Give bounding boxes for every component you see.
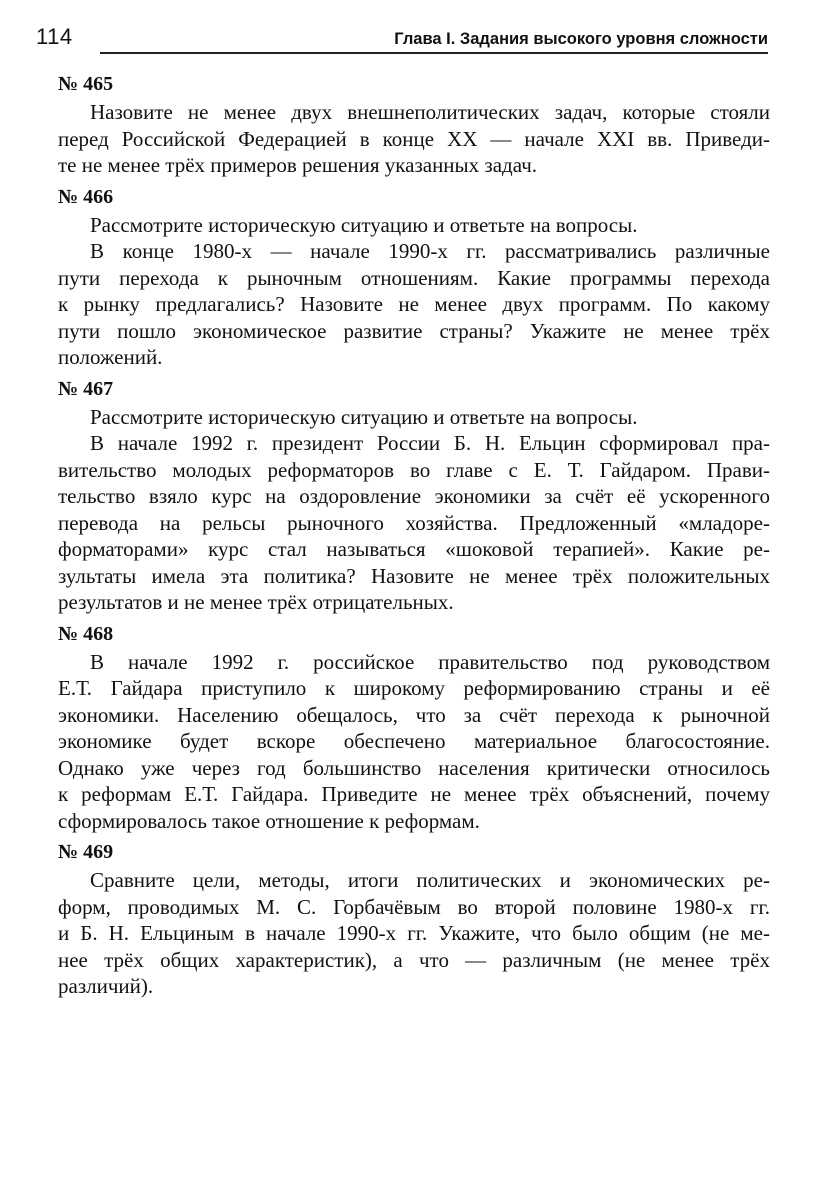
- text-line: В начале 1992 г. российское правительство под руководством: [90, 649, 770, 674]
- text-line: зультаты имела эта политика? Назовите не менее трёх положительных: [58, 563, 770, 588]
- task-paragraph: [58, 867, 770, 1000]
- task-number: № 465: [58, 73, 114, 95]
- text-line: В начале 1992 г. президент России Б. Н. Ельцин сформировал пра-: [90, 431, 770, 455]
- task-instruction: [58, 404, 770, 431]
- page-number: 114: [36, 24, 73, 49]
- page-content: [58, 70, 770, 1000]
- task-paragraph: [58, 99, 770, 179]
- text-line: к реформам Е.Т. Гайдара. Приведите не менее трёх объяснений, почему: [58, 782, 770, 806]
- text-line: вительство молодых реформаторов во главе с Е. Т. Гайдаром. Прави-: [58, 457, 770, 482]
- text-line: экономике будет вскоре обеспечено материальное благосостояние.: [58, 729, 770, 753]
- text-line: Назовите не менее двух внешнеполитических задач, которые стояли: [90, 100, 770, 124]
- task-466: [58, 183, 770, 371]
- text-line: Рассмотрите историческую ситуацию и ответьте на вопросы.: [90, 404, 638, 429]
- text-line: и Б. Н. Ельциным в начале 1990-х гг. Укажите, что было общим (не ме-: [58, 921, 770, 945]
- task-number: № 469: [58, 841, 114, 863]
- task-paragraph: [58, 430, 770, 616]
- text-line: сформировалось такое отношение к реформам.: [58, 808, 480, 833]
- text-line: пути пошло экономическое развитие страны? Укажите не менее трёх: [58, 318, 770, 343]
- task-paragraph: [58, 238, 770, 371]
- text-line: нее трёх общих характеристик), а что — различным (не менее трёх: [58, 947, 770, 972]
- text-line: Сравните цели, методы, итоги политических и экономических ре-: [90, 868, 770, 892]
- text-line: Рассмотрите историческую ситуацию и ответьте на вопросы.: [90, 212, 638, 237]
- task-instruction: [58, 212, 770, 239]
- text-line: Е.Т. Гайдара приступило к широкому реформированию страны и её: [58, 676, 770, 700]
- task-number: № 468: [58, 622, 114, 645]
- text-line: тельство взяло курс на оздоровление экономики за счёт её ускоренного: [58, 484, 770, 508]
- text-line: пути перехода к рыночным отношениям. Какие программы перехода: [58, 265, 770, 290]
- text-line: перевода на рельсы рыночного хозяйства. Предложенный «младоре-: [58, 510, 770, 535]
- page-header: [36, 20, 768, 56]
- text-line: форм, проводимых М. С. Горбачёвым во второй половине 1980-х гг.: [58, 894, 770, 919]
- text-line: перед Российской Федерацией в конце XX — начале XXI вв. Приведи-: [58, 126, 770, 151]
- text-line: различий).: [58, 974, 154, 998]
- task-465: [58, 70, 770, 179]
- task-paragraph: [58, 649, 770, 835]
- text-line: В конце 1980-х — начале 1990-х гг. рассматривались различные: [90, 239, 770, 263]
- running-head: Глава I. Задания высокого уровня сложности: [394, 30, 768, 48]
- task-467: [58, 375, 770, 616]
- task-469: [58, 838, 770, 1000]
- text-line: те не менее трёх примеров решения указанных задач.: [58, 153, 538, 177]
- task-468: [58, 620, 770, 835]
- text-line: к рынку предлагались? Назовите не менее двух программ. По какому: [58, 292, 770, 316]
- text-line: Однако уже через год большинство населения критически относилось: [58, 755, 770, 780]
- text-line: экономики. Населению обещалось, что за счёт перехода к рыночной: [58, 702, 770, 727]
- task-number: № 467: [58, 377, 114, 400]
- task-number: № 466: [58, 185, 114, 208]
- text-line: положений.: [58, 345, 163, 369]
- header-rule: [100, 52, 768, 54]
- text-line: форматорами» курс стал называться «шоковой терапией». Какие ре-: [58, 537, 770, 561]
- text-line: результатов и не менее трёх отрицательных.: [58, 590, 454, 614]
